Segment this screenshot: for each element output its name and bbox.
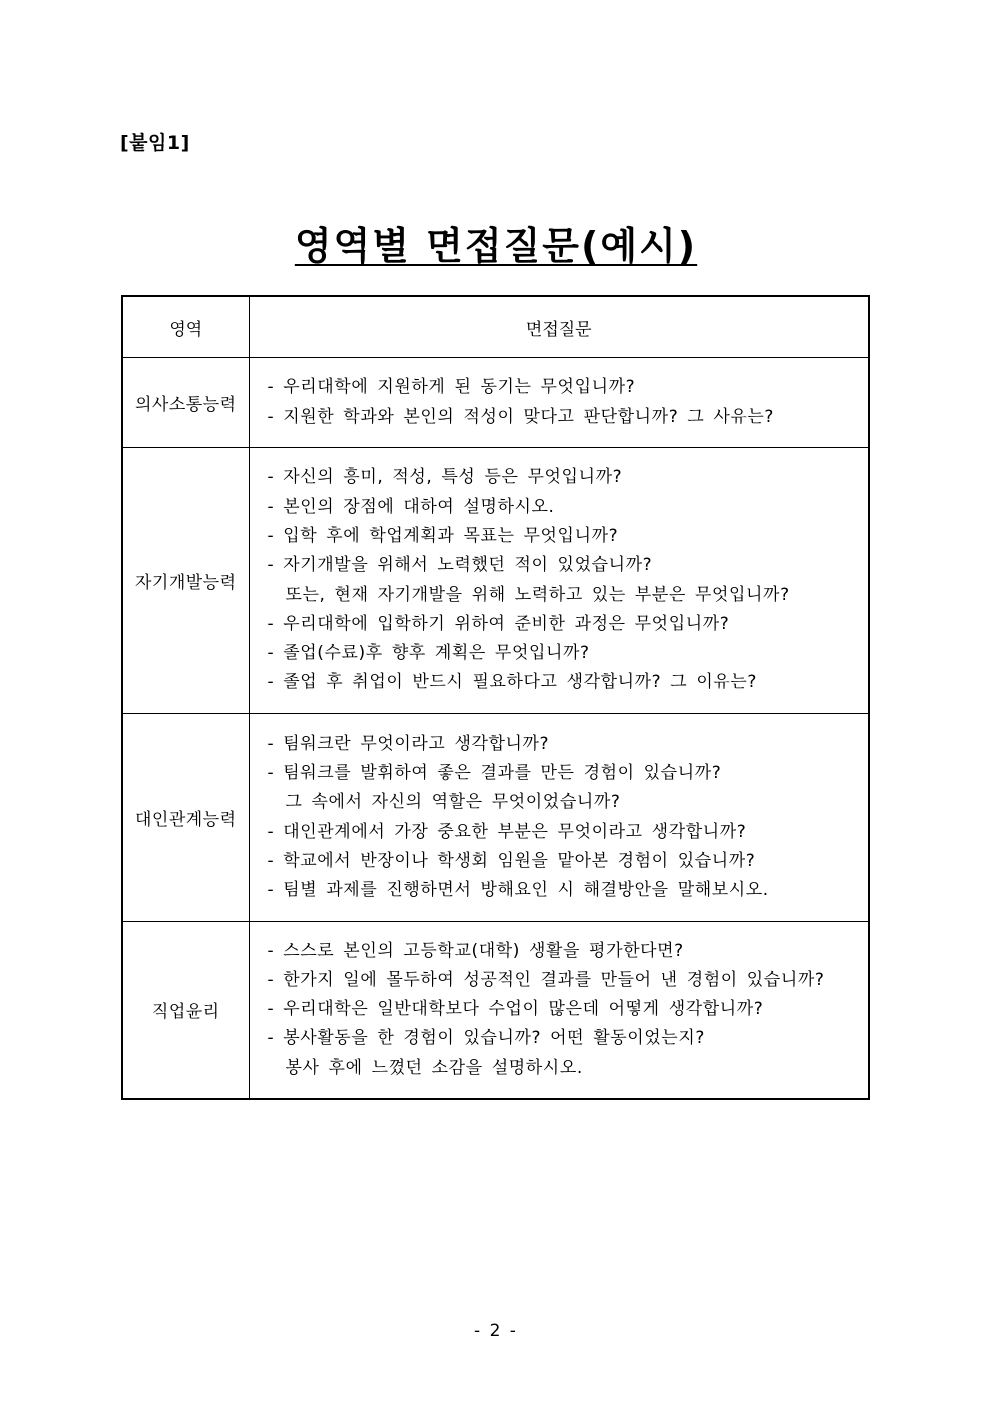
question-line: - 입학 후에 학업계획과 목표는 무엇입니까?	[267, 525, 619, 546]
question-line: - 우리대학에 입학하기 위하여 준비한 과정은 무엇입니까?	[267, 613, 730, 634]
area-cell: 직업윤리	[122, 922, 249, 1099]
question-line: - 지원한 학과와 본인의 적성이 맞다고 판단합니까? 그 사유는?	[267, 406, 775, 427]
question-line: - 졸업 후 취업이 반드시 필요하다고 생각합니까? 그 이유는?	[267, 672, 758, 693]
question-cell	[249, 448, 869, 714]
question-line: - 스스로 본인의 고등학교(대학) 생활을 평가한다면?	[267, 940, 684, 961]
question-list	[268, 937, 869, 1083]
area-cell: 대인관계능력	[122, 714, 249, 922]
question-cell	[249, 358, 869, 448]
question-line: - 학교에서 반장이나 학생회 임원을 맡아본 경험이 있습니까?	[267, 850, 756, 871]
question-line: 봉사 후에 느꼈던 소감을 설명하시오.	[285, 1057, 583, 1078]
question-line: - 대인관계에서 가장 중요한 부분은 무엇이라고 생각합니까?	[267, 821, 747, 842]
question-list	[268, 730, 869, 906]
question-line: - 졸업(수료)후 향후 계획은 무엇입니까?	[267, 643, 590, 664]
question-list	[268, 463, 869, 697]
header-area: 영역	[122, 296, 249, 358]
question-line: - 우리대학은 일반대학보다 수업이 많은데 어떻게 생각합니까?	[267, 999, 764, 1020]
interview-questions-table	[121, 295, 870, 1100]
area-cell: 자기개발능력	[122, 448, 249, 714]
header-question: 면접질문	[249, 296, 869, 358]
question-line: 그 속에서 자신의 역할은 무엇이었습니까?	[285, 792, 621, 813]
table-body	[122, 358, 869, 1099]
question-line: - 자기개발을 위해서 노력했던 적이 있었습니까?	[267, 555, 653, 576]
table-row	[122, 714, 869, 922]
question-line: - 팀워크란 무엇이라고 생각합니까?	[267, 733, 550, 754]
question-line: - 봉사활동을 한 경험이 있습니까? 어떤 활동이었는지?	[267, 1028, 705, 1049]
table-row	[122, 358, 869, 448]
question-line: - 팀워크를 발휘하여 좋은 결과를 만든 경험이 있습니까?	[267, 762, 722, 783]
question-cell	[249, 922, 869, 1099]
question-cell	[249, 714, 869, 922]
document-title	[0, 215, 992, 270]
question-line: - 본인의 장점에 대하여 설명하시오.	[267, 496, 555, 517]
document-title-text: 영역별 면접질문(예시)	[294, 224, 698, 268]
question-list	[268, 373, 869, 432]
question-line: - 한가지 일에 몰두하여 성공적인 결과를 만들어 낸 경험이 있습니까?	[267, 969, 825, 990]
page-number: - 2 -	[474, 1321, 518, 1341]
table-row	[122, 922, 869, 1099]
table-header-row	[122, 296, 869, 358]
table-row	[122, 448, 869, 714]
area-cell: 의사소통능력	[122, 358, 249, 448]
question-line: - 팀별 과제를 진행하면서 방해요인 시 해결방안을 말해보시오.	[267, 880, 769, 901]
attachment-label: [붙임1]	[120, 132, 190, 154]
question-line: 또는, 현재 자기개발을 위해 노력하고 있는 부분은 무엇입니까?	[285, 584, 790, 605]
question-line: - 자신의 흥미, 적성, 특성 등은 무엇입니까?	[267, 467, 623, 488]
question-line: - 우리대학에 지원하게 된 동기는 무엇입니까?	[267, 377, 636, 398]
